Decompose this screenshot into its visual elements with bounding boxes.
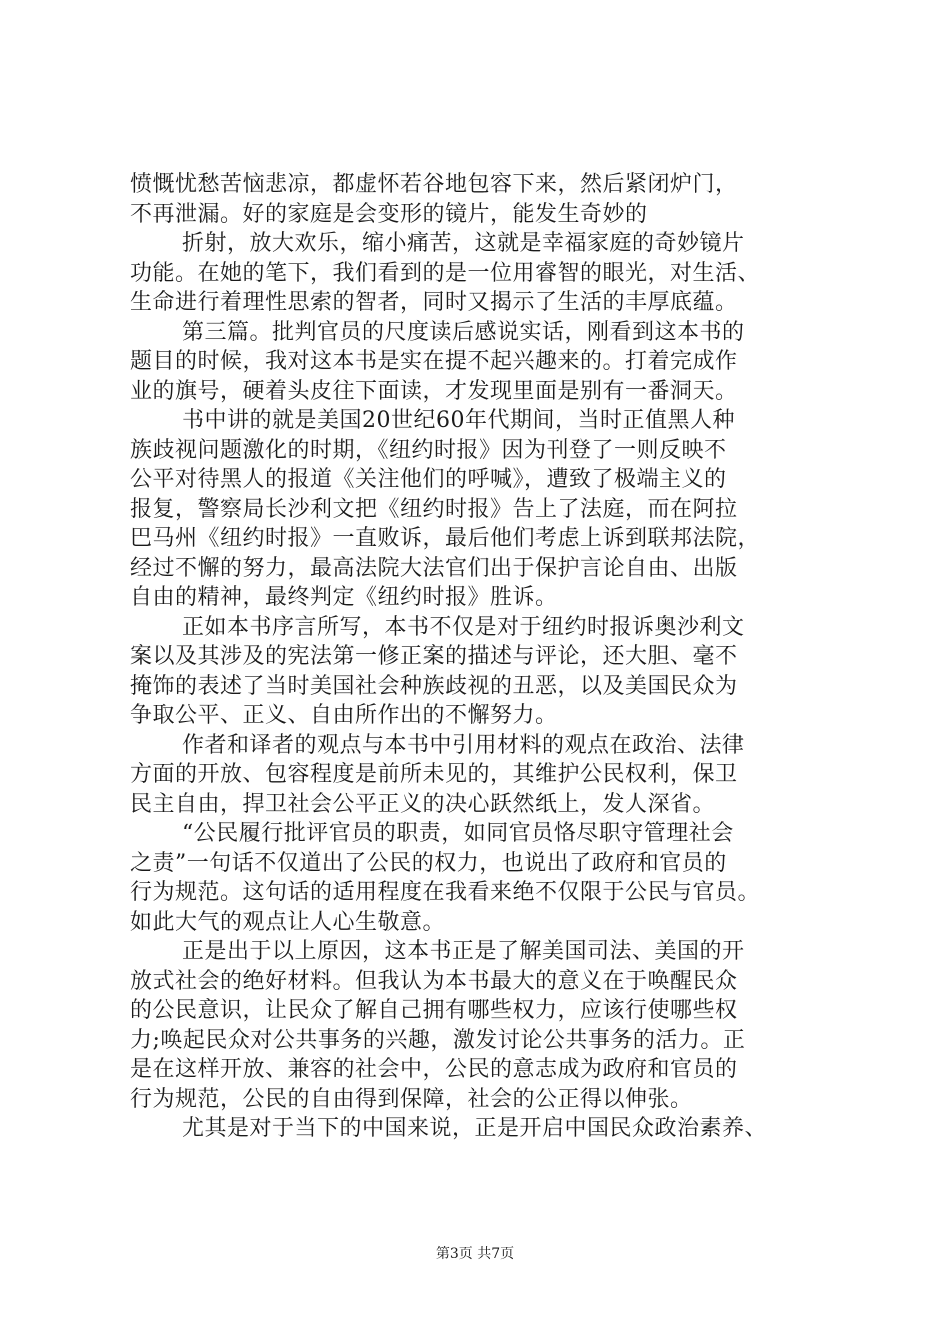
text-line: 业的旗号，硬着头皮往下面读，才发现里面是别有一番洞天。: [130, 378, 738, 404]
text-line: 愤慨忧愁苦恼悲凉，都虚怀若谷地包容下来，然后紧闭炉门，: [130, 172, 738, 197]
text-line: 书中讲的就是美国20世纪60年代期间，当时正值黑人种: [182, 408, 735, 433]
document-body: [130, 170, 824, 1144]
text-line: 放式社会的绝好材料。但我认为本书最大的意义在于唤醒民众: [130, 968, 738, 994]
text-line: 报复，警察局长沙利文把《纽约时报》告上了法庭，而在阿拉: [130, 496, 738, 522]
text-line: 族歧视问题激化的时期，《纽约时报》因为刊登了一则反映不: [130, 437, 727, 463]
text-line: 力;唤起民众对公共事务的兴趣，激发讨论公共事务的活力。正: [130, 1027, 746, 1053]
text-line: “公民履行批评官员的职责，如同官员恪尽职守管理社会: [182, 821, 734, 846]
text-line: 功能。在她的笔下，我们看到的是一位用睿智的眼光，对生活、: [130, 260, 761, 286]
text-line: 折射，放大欢乐，缩小痛苦，这就是幸福家庭的奇妙镜片: [182, 231, 745, 256]
text-line: 行为规范，公民的自由得到保障，社会的公正得以伸张。: [130, 1086, 693, 1112]
text-line: 是在这样开放、兼容的社会中，公民的意志成为政府和官员的: [130, 1057, 738, 1082]
text-line: 经过不懈的努力，最高法院大法官们出于保护言论自由、出版: [130, 555, 738, 581]
text-line: 生命进行着理性思索的智者，同时又揭示了生活的丰厚底蕴。: [130, 290, 738, 315]
text-line: 作者和译者的观点与本书中引用材料的观点在政治、法律: [182, 732, 745, 758]
text-line: 民主自由，捍卫社会公平正义的决心跃然纸上，发人深省。: [130, 791, 716, 817]
text-line: 争取公平、正义、自由所作出的不懈努力。: [130, 703, 558, 728]
text-line: 正如本书序言所写，本书不仅是对于纽约时报诉奥沙利文: [182, 614, 745, 640]
text-line: 正是出于以上原因，这本书正是了解美国司法、美国的开: [182, 939, 745, 964]
text-line: 公平对待黑人的报道《关注他们的呼喊》，遭致了极端主义的: [130, 467, 727, 492]
text-line: 行为规范。这句话的适用程度在我看来绝不仅限于公民与官员。: [130, 880, 761, 905]
text-line: 第三篇。批判官员的尺度读后感说实话，刚看到这本书的: [182, 319, 745, 345]
text-line: 题目的时候，我对这本书是实在提不起兴趣来的。打着完成作: [130, 349, 738, 374]
text-line: 案以及其涉及的宪法第一修正案的描述与评论，还大胆、毫不: [130, 644, 738, 669]
text-line: 方面的开放、包容程度是前所未见的，其维护公民权利，保卫: [130, 762, 738, 787]
text-line: 自由的精神，最终判定《纽约时报》胜诉。: [130, 585, 558, 610]
text-line: 不再泄漏。好的家庭是会变形的镜片，能发生奇妙的: [130, 201, 648, 227]
text-line: 的公民意识，让民众了解自己拥有哪些权力，应该行使哪些权: [130, 998, 738, 1023]
page-number-footer: 第3页 共7页: [435, 1246, 515, 1262]
text-line: 掩饰的表述了当时美国社会种族歧视的丑恶，以及美国民众为: [130, 673, 738, 699]
text-line: 之责”一句话不仅道出了公民的权力，也说出了政府和官员的: [130, 850, 727, 876]
text-line: 巴马州《纽约时报》一直败诉，最后他们考虑上诉到联邦法院，: [130, 526, 761, 551]
text-line: 如此大气的观点让人心生敬意。: [130, 909, 446, 935]
text-line: 尤其是对于当下的中国来说，正是开启中国民众政治素养、: [182, 1116, 768, 1141]
